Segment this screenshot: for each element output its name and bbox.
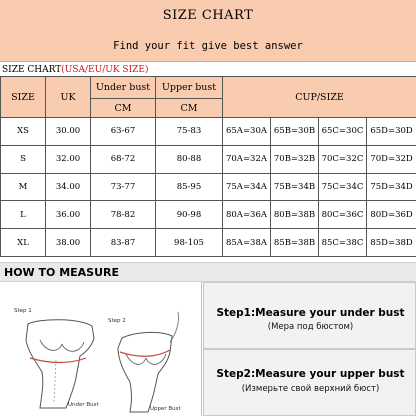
cup-size-cell: 75D=34D: [367, 173, 416, 201]
size-table: [0, 76, 416, 257]
measure-steps: [203, 282, 416, 416]
header-uk: UK: [46, 77, 91, 118]
cup-size-cell: 85B=38B: [271, 229, 319, 257]
cup-size-cell: 70C=32C: [319, 145, 367, 173]
cup-size-cell: 65B=30B: [271, 118, 319, 146]
size-cell: M: [1, 173, 46, 201]
step2-box: [203, 349, 416, 416]
step1-instruction: Step1:Measure your under bust: [216, 307, 405, 319]
upper-bust-cell: 98-105: [156, 229, 223, 257]
cup-size-cell: 80D=36D: [367, 201, 416, 229]
tape-end-icon: [54, 360, 56, 402]
table-row: [1, 173, 416, 201]
header-size: SIZE: [1, 77, 46, 118]
upper-bust-tape-icon: [120, 350, 170, 356]
uk-cell: 36.00: [46, 201, 91, 229]
under-bust-cell: 63-67: [91, 118, 156, 146]
step2-figure-label: Step 2: [108, 318, 126, 324]
under-bust-cell: 73-77: [91, 173, 156, 201]
size-table-body: [1, 118, 416, 257]
arm-raised-icon: [170, 312, 179, 342]
step1-box: [203, 282, 416, 349]
header-banner: [0, 0, 416, 62]
body-figures-image: [0, 282, 202, 416]
measure-illustration: [0, 282, 202, 416]
page-title: SIZE CHART: [162, 8, 254, 23]
table-row: [1, 145, 416, 173]
cup-size-cell: 65A=30A: [223, 118, 271, 146]
cup-size-cell: 80C=36C: [319, 201, 367, 229]
upper-bust-label: Upper Bust: [150, 406, 181, 412]
how-to-measure-title: HOW TO MEASURE: [4, 266, 120, 279]
cup-size-cell: 70D=32D: [367, 145, 416, 173]
cup-size-cell: 70B=32B: [271, 145, 319, 173]
step2-instruction: Step2:Measure your upper bust: [216, 368, 405, 380]
upper-bust-cell: 75-83: [156, 118, 223, 146]
caption-highlight: (USA/EU/UK SIZE): [61, 65, 149, 75]
table-caption: [2, 64, 148, 76]
cup-size-cell: 65C=30C: [319, 118, 367, 146]
table-row: [1, 229, 416, 257]
upper-bust-cell: 80-88: [156, 145, 223, 173]
caption-prefix: SIZE CHART: [2, 65, 62, 75]
upper-bust-cell: 85-95: [156, 173, 223, 201]
page-subtitle: Find your fit give best answer: [113, 40, 303, 52]
header-cup-size: CUP/SIZE: [223, 77, 416, 118]
unit-upper-bust: CM: [156, 99, 223, 118]
table-row: [1, 118, 416, 146]
size-cell: XL: [1, 229, 46, 257]
header-under-bust: Under bust: [91, 77, 156, 99]
under-bust-cell: 83-87: [91, 229, 156, 257]
uk-cell: 38.00: [46, 229, 91, 257]
cup-size-cell: 75C=34C: [319, 173, 367, 201]
upper-bust-cell: 90-98: [156, 201, 223, 229]
cup-size-cell: 75A=34A: [223, 173, 271, 201]
step1-instruction-ru: (Мера под бюстом): [267, 322, 354, 332]
size-cell: L: [1, 201, 46, 229]
figure1-bust: [40, 340, 84, 351]
under-bust-label: Under Bust: [68, 402, 99, 408]
size-cell: XS: [1, 118, 46, 146]
step2-instruction-ru: (Измерьте свой верхний бюст): [241, 384, 380, 394]
header-upper-bust: Upper bust: [156, 77, 223, 99]
uk-cell: 32.00: [46, 145, 91, 173]
under-bust-cell: 78-82: [91, 201, 156, 229]
figure2-outline: [118, 332, 172, 412]
under-bust-cell: 68-72: [91, 145, 156, 173]
step1-figure-label: Step 1: [14, 308, 32, 314]
how-to-measure-bar: [0, 262, 416, 282]
cup-size-cell: 65D=30D: [367, 118, 416, 146]
cup-size-cell: 85A=38A: [223, 229, 271, 257]
cup-size-cell: 85D=38D: [367, 229, 416, 257]
uk-cell: 30.00: [46, 118, 91, 146]
uk-cell: 34.00: [46, 173, 91, 201]
under-bust-tape-icon: [30, 358, 86, 363]
unit-under-bust: CM: [91, 99, 156, 118]
table-header-row: [1, 77, 416, 99]
figure1-outline: [26, 320, 94, 408]
cup-size-cell: 75B=34B: [271, 173, 319, 201]
cup-size-cell: 80B=38B: [271, 201, 319, 229]
cup-size-cell: 80A=36A: [223, 201, 271, 229]
table-row: [1, 201, 416, 229]
cup-size-cell: 85C=38C: [319, 229, 367, 257]
size-cell: S: [1, 145, 46, 173]
cup-size-cell: 70A=32A: [223, 145, 271, 173]
